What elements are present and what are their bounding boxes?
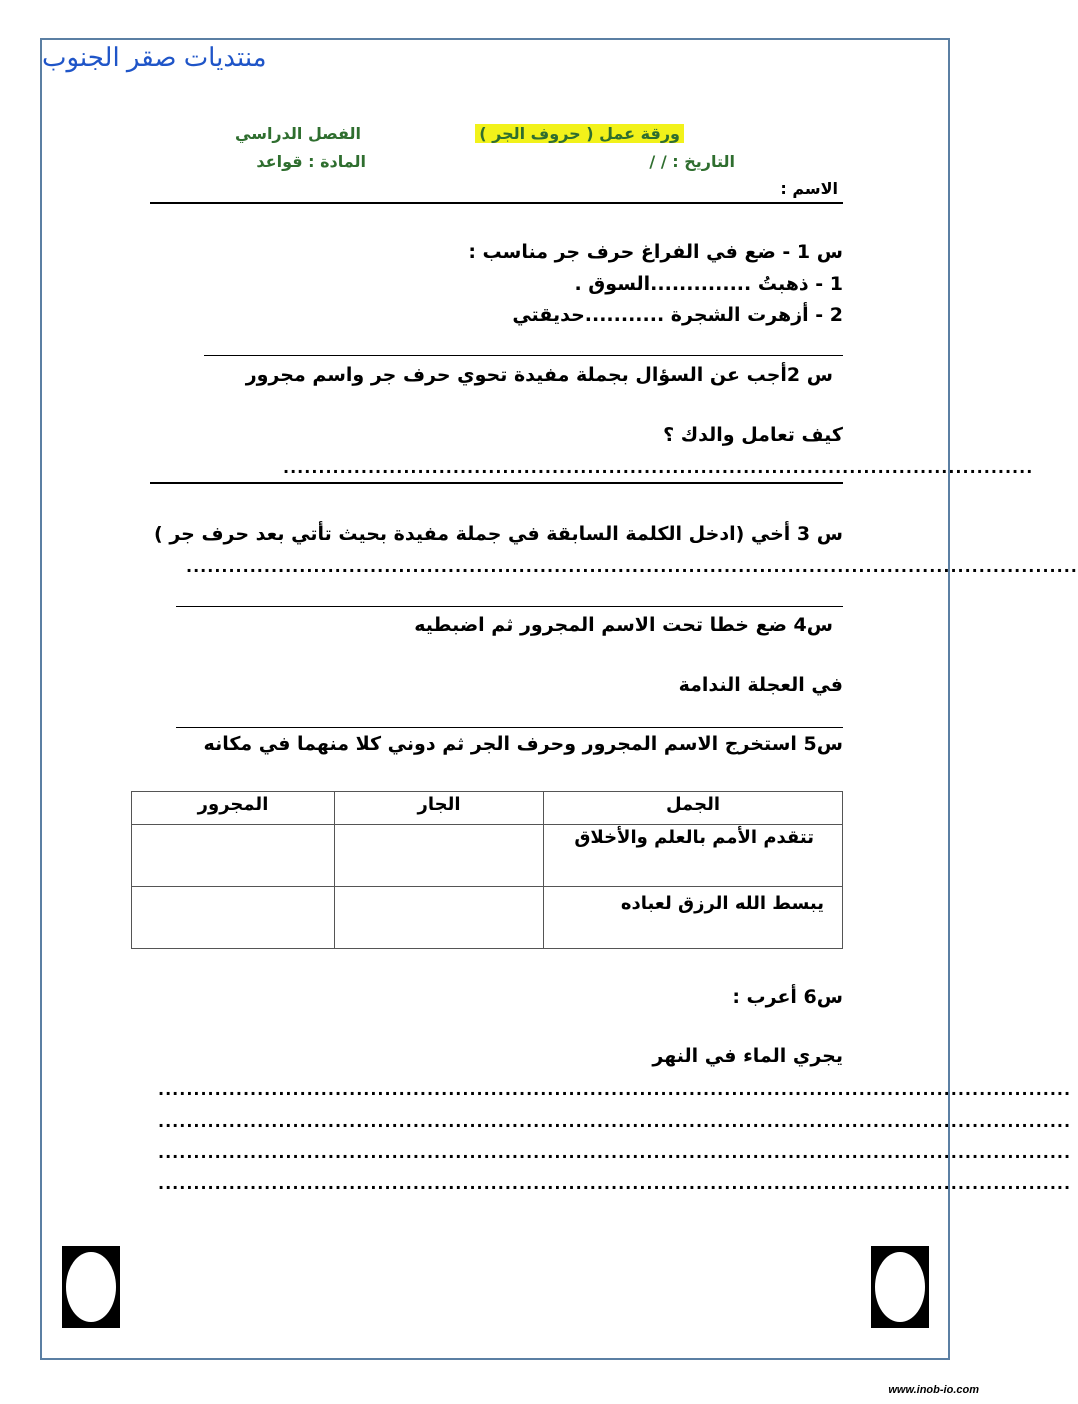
table-header-preposition: الجار — [335, 792, 544, 825]
q2-question: كيف تعامل والدك ؟ — [663, 424, 843, 446]
q2-divider — [150, 482, 843, 484]
q3-answer-line: .............................................................................................................................. — [186, 557, 1078, 576]
q2-prompt: س 2أجب عن السؤال بجملة مفيدة تحوي حرف جر واسم مجرور — [245, 364, 833, 386]
q2-answer-line: .......................................................................................................... — [283, 458, 1034, 477]
table-cell-sentence: تتقدم الأمم بالعلم والأخلاق — [544, 825, 843, 887]
table-cell-noun — [132, 887, 335, 949]
q5-table — [131, 791, 843, 949]
subject-label: المادة : قواعد — [256, 152, 366, 171]
q6-answer-line: ................................................................................................................................. — [158, 1143, 1072, 1162]
footer-url: www.inob-io.com — [888, 1384, 979, 1396]
q1-item1: 1 - ذهبتُ ..............السوق . — [574, 273, 843, 295]
table-row — [132, 825, 843, 887]
date-label: التاريخ : / / — [649, 152, 735, 171]
q1-divider — [204, 355, 843, 356]
table-cell-sentence: يبسط الله الرزق لعباده — [544, 887, 843, 949]
table-cell-preposition — [335, 825, 544, 887]
table-row — [132, 887, 843, 949]
q5-prompt: س5 استخرج الاسم المجرور وحرف الجر ثم دوني كلا منهما في مكانه — [203, 733, 843, 755]
decorative-oval-left — [62, 1246, 120, 1328]
q4-prompt: س4 ضع خطا تحت الاسم المجرور ثم اضبطيه — [414, 614, 833, 636]
sheet-title: ورقة عمل ( حروف الجر ) — [475, 124, 684, 143]
q6-answer-line: ................................................................................................................................. — [158, 1112, 1072, 1131]
q6-answer-line: ................................................................................................................................. — [158, 1080, 1072, 1099]
name-label: الاسم : — [780, 179, 838, 198]
table-cell-preposition — [335, 887, 544, 949]
q4-sentence: في العجلة الندامة — [678, 674, 843, 696]
q3-prompt: س 3 أخي (ادخل الكلمة السابقة في جملة مفيدة بحيث تأتي بعد حرف جر ) — [154, 523, 843, 545]
q1-item2: 2 - أزهرت الشجرة ...........حديقتي — [512, 304, 843, 326]
header-divider — [150, 202, 843, 204]
q4-divider — [176, 727, 843, 728]
table-header-sentences: الجمل — [544, 792, 843, 825]
semester-label: الفصل الدراسي — [235, 124, 361, 143]
q6-prompt: س6 أعرب : — [732, 986, 843, 1008]
table-cell-noun — [132, 825, 335, 887]
q3-divider — [176, 606, 843, 607]
q6-sentence: يجري الماء في النهر — [652, 1045, 843, 1067]
q1-prompt: س 1 - ضع في الفراغ حرف جر مناسب : — [468, 241, 843, 263]
q6-answer-line: ................................................................................................................................. — [158, 1174, 1072, 1193]
table-header-noun: المجرور — [132, 792, 335, 825]
brand-title: منتديات صقر الجنوب — [42, 42, 267, 72]
table-header-row — [132, 792, 843, 825]
decorative-oval-right — [871, 1246, 929, 1328]
